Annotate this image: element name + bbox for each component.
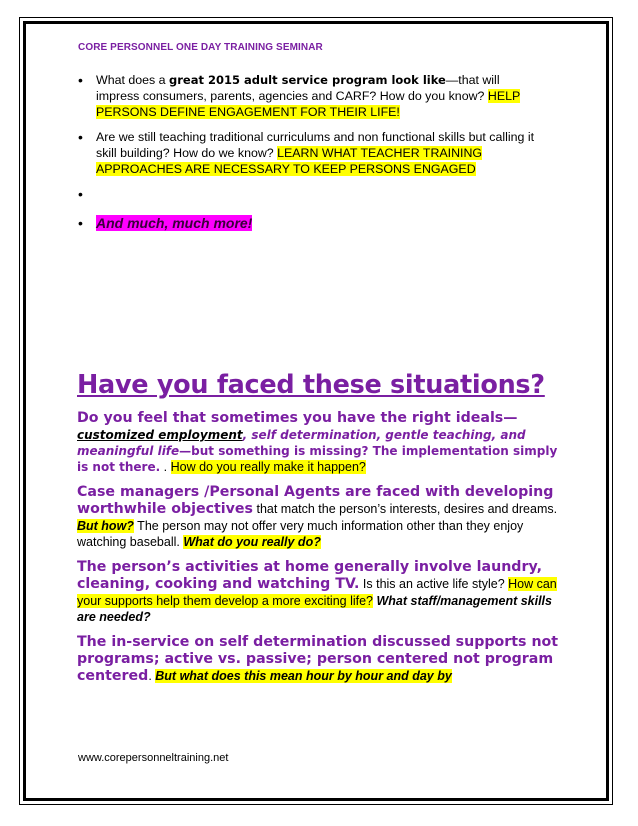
header-title: CORE PERSONNEL ONE DAY TRAINING SEMINAR <box>78 42 323 53</box>
main-content <box>77 410 561 694</box>
paragraph-ideals: Do you feel that sometimes you have the right ideals—customized employment, self determination, gentle teaching, and meaningful life—but something is missing? The implementation simply is not there. . How do you really make it happen? <box>77 410 558 474</box>
section-heading: Have you faced these situations? <box>77 370 545 400</box>
bullet-item-empty <box>78 186 546 202</box>
highlight-teacher-training: LEARN WHAT TEACHER TRAINING APPROACHES ARE NECESSARY TO KEEP PERSONS ENGAGED <box>96 146 483 176</box>
bullet-list <box>78 72 546 241</box>
highlight-much-more: And much, much more! <box>96 215 253 231</box>
paragraph-activities: The person’s activities at home generally involve laundry, cleaning, cooking and watching TV. Is this an active life style? How can your supports help them develop a more exciting life? What staff/management skills are needed? <box>77 559 557 624</box>
program-emphasis: great 2015 adult service program look like <box>169 73 446 87</box>
bullet-dot: • <box>78 186 83 202</box>
highlight-hour-by-hour: But what does this mean hour by hour and day by <box>155 669 452 683</box>
bullet-dot: • <box>78 215 83 231</box>
bullet-dot: • <box>78 129 83 145</box>
highlight-make-it-happen: How do you really make it happen? <box>170 460 366 474</box>
footer-url: www.corepersonneltraining.net <box>78 752 229 764</box>
paragraph-case-managers: Case managers /Personal Agents are faced with developing worthwhile objectives that match the person’s interests, desires and dreams. But how? The person may not offer very much information other than they enjoy watching baseball. What do you really do? <box>77 484 558 549</box>
bullet-item-curriculum: • Are we still teaching traditional curriculums and non functional skills but calling it skill building? How do we know? LEARN WHAT TEACHER TRAINING APPROACHES ARE NECESSARY TO KEEP PERSONS ENGAGED <box>78 129 535 176</box>
bullet-dot: • <box>78 72 83 88</box>
bullet-item-more <box>78 215 546 232</box>
highlight-but-how: But how? <box>77 519 134 533</box>
highlight-engagement: HELP PERSONS DEFINE ENGAGEMENT FOR THEIR LIFE! <box>96 89 521 119</box>
bullet-item-program: • What does a great 2015 adult service program look like—that will impress consumers, parents, agencies and CARF? How do you know? HELP PERSONS DEFINE ENGAGEMENT FOR THEIR LIFE! <box>78 72 521 119</box>
highlight-exciting-life: How can your supports help them develop a more exciting life? <box>77 577 557 608</box>
paragraph-in-service: The in-service on self determination discussed supports not programs; active vs. passive; person centered not program centered. But what does this mean hour by hour and day by <box>77 634 559 684</box>
highlight-really-do: What do you really do? <box>183 535 321 549</box>
